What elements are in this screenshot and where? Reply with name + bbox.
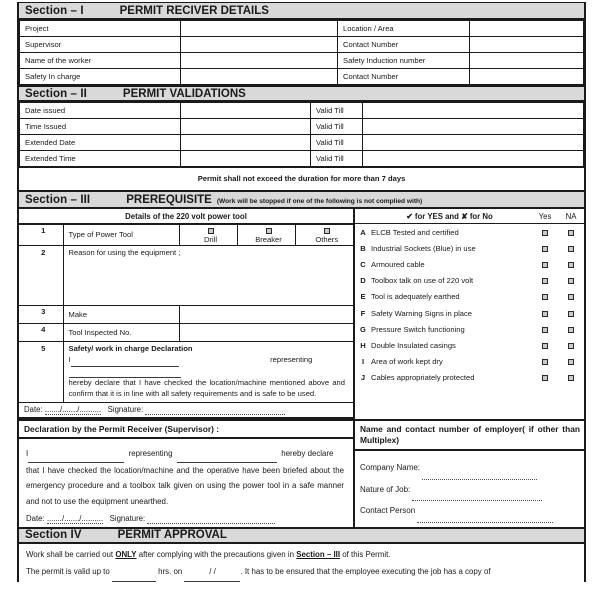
checkbox-icon[interactable]: [568, 278, 574, 284]
section-3-left-column-header: Details of the 220 volt power tool: [19, 209, 353, 224]
s2-value-valid-till-4[interactable]: [363, 151, 584, 167]
s2-label-valid-till-3: Valid Till: [311, 135, 363, 151]
checklist-key-b: B: [360, 243, 366, 253]
yes-no-legend: ✔ for YES and ✘ for No: [406, 211, 493, 221]
s1-value-safety-in-charge[interactable]: [181, 69, 338, 85]
s1-value-project[interactable]: [181, 21, 338, 37]
checklist-key-f: F: [360, 308, 366, 318]
supervisor-declaration-text: that I have checked the location/machine and the operative have been briefed about the emergency procedure and a toolbox talk given on using the power tool in a safe manner and not to use the equipment unearthed.: [26, 465, 344, 506]
employer-nature-of-job-label: Nature of Job:: [360, 484, 411, 494]
s1-label-project: Project: [20, 21, 181, 37]
checklist-yes-e[interactable]: [532, 289, 558, 305]
column-header-na: NA: [565, 211, 577, 221]
row-5-date-label: Date:: [24, 405, 43, 415]
checklist-text-e: Tool is adequately earthed: [371, 292, 460, 302]
tool-option-drill-label: Drill: [203, 234, 218, 244]
checklist-na-c[interactable]: [558, 256, 584, 272]
checklist-key-g: G: [360, 324, 366, 334]
list-item: [355, 305, 584, 321]
section-2-header: [19, 85, 584, 102]
supervisor-declaration-fill-line: [26, 446, 344, 462]
checklist-yes-g[interactable]: [532, 321, 558, 337]
s4-line2-b: hrs. on: [155, 566, 185, 576]
column-header-yes: Yes: [538, 211, 552, 221]
section-3-title: PREREQUISITE: [126, 193, 212, 206]
checklist-yes-a[interactable]: [532, 224, 558, 240]
checklist-text-g: Pressure Switch functioning: [371, 324, 465, 334]
checklist-key-c: C: [360, 259, 366, 269]
tool-option-breaker-label: Breaker: [255, 234, 282, 244]
checkbox-icon[interactable]: [542, 359, 548, 365]
section-4-header: [19, 527, 584, 544]
section-2-number: Section – II: [25, 87, 87, 100]
s4-only-emphasis: ONLY: [115, 549, 137, 559]
s1-value-contact-number-1[interactable]: [470, 37, 584, 53]
section-3-number: Section – III: [25, 193, 91, 206]
table-row: [20, 21, 584, 37]
checklist-na-j[interactable]: [558, 370, 584, 386]
s2-value-valid-till-1[interactable]: [363, 103, 584, 119]
supervisor-date-label: Date:: [26, 513, 45, 523]
row-5-signature-blank[interactable]: [145, 405, 285, 415]
s4-line1-c: of this Permit.: [340, 549, 391, 559]
checklist-text-b: Industrial Sockets (Blue) in use: [371, 243, 476, 253]
row-2-label: Reason for using the equipment ;: [68, 247, 181, 257]
supervisor-dateline: [19, 511, 353, 527]
checkbox-icon[interactable]: [568, 359, 574, 365]
checklist-na-d[interactable]: [558, 273, 584, 289]
checkbox-icon[interactable]: [568, 327, 574, 333]
tool-option-others-label: Others: [315, 234, 339, 244]
supervisor-date-blank[interactable]: ......./......./..........: [46, 513, 104, 523]
checklist-key-j: J: [360, 373, 366, 383]
row-4-label: Tool Inspected No.: [63, 323, 179, 341]
checklist-yes-j[interactable]: [532, 370, 558, 386]
row-5-title: Safety/ work in charge Declaration: [68, 343, 193, 353]
checkbox-icon[interactable]: [542, 311, 548, 317]
checklist-yes-c[interactable]: [532, 256, 558, 272]
section-3-right-panel: [355, 209, 584, 419]
checkbox-icon[interactable]: [568, 375, 574, 381]
employer-contact-person-blank[interactable]: [417, 501, 553, 522]
table-row: [19, 341, 353, 402]
s1-value-safety-induction[interactable]: [470, 53, 584, 69]
checklist-text-c: Armoured cable: [371, 259, 425, 269]
row-3-label: Make: [63, 305, 179, 323]
checklist-na-a[interactable]: [558, 224, 584, 240]
employer-nature-of-job-blank[interactable]: [412, 480, 542, 501]
supervisor-decl-mid: representing: [128, 449, 173, 459]
list-item: [355, 289, 584, 305]
checkbox-icon[interactable]: [542, 246, 548, 252]
supervisor-company-blank[interactable]: [177, 446, 277, 462]
section-1-table: [19, 20, 584, 85]
list-item: [355, 370, 584, 386]
checklist-text-d: Toolbox talk on use of 220 volt: [371, 276, 474, 286]
employer-fields: [355, 451, 584, 522]
s2-value-extended-time[interactable]: [181, 151, 311, 167]
list-item: [355, 321, 584, 337]
supervisor-signature-label: Signature:: [109, 513, 146, 523]
s4-line2-a: The permit is valid up to: [26, 566, 112, 576]
list-item: [355, 256, 584, 272]
section-1-title: PERMIT RECIVER DETAILS: [119, 4, 269, 17]
s1-value-location[interactable]: [470, 21, 584, 37]
s1-label-supervisor: Supervisor: [20, 37, 181, 53]
supervisor-signature-blank[interactable]: [147, 514, 275, 524]
employer-details-title: Name and contact number of employer( if other than Multiplex): [355, 419, 584, 451]
s4-section-ref: Section – III: [296, 549, 341, 559]
list-item: [355, 224, 584, 240]
power-tool-details-table: [19, 224, 353, 402]
table-row: [19, 245, 353, 305]
checklist-yes-b[interactable]: [532, 240, 558, 256]
checkbox-icon[interactable]: [542, 230, 548, 236]
row-5-company-blank[interactable]: [69, 367, 181, 378]
permit-form: [17, 2, 586, 582]
checkbox-icon[interactable]: [568, 311, 574, 317]
employer-company-name-label: Company Name:: [360, 463, 421, 473]
row-5-number: 5: [19, 341, 63, 402]
s2-value-valid-till-2[interactable]: [363, 119, 584, 135]
row-4-number: 4: [19, 323, 63, 341]
employer-details-panel: [355, 419, 584, 527]
checkbox-icon[interactable]: [542, 278, 548, 284]
table-row: [20, 135, 584, 151]
prerequisite-checklist: [355, 224, 584, 386]
checklist-na-b[interactable]: [558, 240, 584, 256]
supervisor-declaration-title: Declaration by the Permit Receiver (Supervisor) :: [19, 419, 353, 439]
checklist-text-a: ELCB Tested and certified: [371, 227, 459, 237]
row-2-reason-field[interactable]: [63, 245, 353, 305]
list-item: [355, 240, 584, 256]
s2-label-date-issued: Date issued: [20, 103, 181, 119]
table-row: [20, 119, 584, 135]
list-item: [355, 273, 584, 289]
checkbox-icon[interactable]: [568, 262, 574, 268]
section-2-title: PERMIT VALIDATIONS: [122, 87, 246, 100]
section-4-number: Section IV: [25, 529, 82, 542]
checklist-text-j: Cables appropriately protected: [371, 373, 475, 383]
employer-contact-person-label: Contact Person: [360, 506, 416, 516]
row-3-make-value[interactable]: [179, 305, 353, 323]
checkbox-icon[interactable]: [208, 228, 214, 234]
checklist-text-h: Double Insulated casings: [371, 340, 456, 350]
section-3-note: (Work will be stopped if one of the following is not complied with): [216, 198, 423, 205]
row-1-number: 1: [19, 225, 63, 246]
s2-value-date-issued[interactable]: [181, 103, 311, 119]
supervisor-declaration-body: [19, 439, 353, 511]
row-5-lead: I: [68, 355, 71, 365]
table-row: [19, 225, 353, 246]
checklist-key-e: E: [360, 292, 366, 302]
s1-label-worker-name: Name of the worker: [20, 53, 181, 69]
supervisor-decl-tail: hereby declare: [281, 449, 334, 459]
supervisor-name-blank[interactable]: [28, 446, 124, 462]
s1-value-supervisor[interactable]: [181, 37, 338, 53]
table-row: [20, 103, 584, 119]
s1-value-worker-name[interactable]: [181, 53, 338, 69]
employer-nature-of-job-field[interactable]: [360, 480, 578, 501]
s1-label-safety-in-charge: Safety In charge: [20, 69, 181, 85]
row-5-text: hereby declare that I have checked the location/machine mentioned above and confirm that it is in line with all safety requirements and is safe to be used.: [68, 378, 345, 398]
section-3-header: [19, 192, 584, 209]
table-row: [20, 69, 584, 85]
checkbox-icon[interactable]: [542, 262, 548, 268]
checklist-yes-f[interactable]: [532, 305, 558, 321]
row-5-date-blank[interactable]: ......./......./..........: [44, 405, 102, 415]
s1-label-contact-number-1: Contact Number: [338, 37, 470, 53]
checkbox-icon[interactable]: [568, 246, 574, 252]
s1-value-contact-number-2[interactable]: [470, 69, 584, 85]
s2-label-time-issued: Time Issued: [20, 119, 181, 135]
checklist-text-f: Safety Warning Signs in place: [371, 308, 473, 318]
s2-label-extended-time: Extended Time: [20, 151, 181, 167]
s1-label-safety-induction: Safety Induction number: [338, 53, 470, 69]
checkbox-icon[interactable]: [542, 327, 548, 333]
s4-line2-c: . It has to be ensured that the employee executing the job has a copy of: [240, 566, 491, 576]
s2-label-valid-till-2: Valid Till: [311, 119, 363, 135]
table-row: [19, 323, 353, 341]
section-1-header: [19, 3, 584, 20]
checkbox-icon[interactable]: [568, 343, 574, 349]
s2-label-valid-till-1: Valid Till: [311, 103, 363, 119]
row-5-declaration: [63, 341, 353, 402]
checklist-text-i: Area of work kept dry: [371, 357, 443, 367]
table-row: [20, 151, 584, 167]
checklist-key-a: A: [360, 227, 366, 237]
checklist-key-i: I: [361, 357, 365, 367]
checkbox-icon[interactable]: [542, 294, 548, 300]
checkbox-icon[interactable]: [568, 294, 574, 300]
row-3-number: 3: [19, 305, 63, 323]
checklist-yes-d[interactable]: [532, 273, 558, 289]
s2-value-time-issued[interactable]: [181, 119, 311, 135]
tool-option-others[interactable]: [295, 225, 353, 246]
permit-duration-note: Permit shall not exceed the duration for more than 7 days: [19, 167, 584, 192]
declaration-band: [19, 419, 584, 527]
checkbox-icon[interactable]: [324, 228, 330, 234]
checkbox-icon[interactable]: [542, 375, 548, 381]
employer-company-name-field[interactable]: [360, 458, 578, 479]
checklist-key-d: D: [360, 276, 366, 286]
section-1-number: Section – I: [25, 4, 84, 17]
section-3-left-panel: [19, 209, 355, 419]
checklist-na-h[interactable]: [558, 337, 584, 353]
section-4-body: [19, 544, 584, 582]
checklist-na-f[interactable]: [558, 305, 584, 321]
s4-hours-blank[interactable]: [112, 564, 156, 582]
row-4-tool-inspected-value[interactable]: [179, 323, 353, 341]
row-2-number: 2: [19, 245, 63, 305]
employer-company-name-blank[interactable]: [422, 458, 537, 479]
table-row: [19, 305, 353, 323]
s2-label-extended-date: Extended Date: [20, 135, 181, 151]
checklist-key-h: H: [360, 340, 366, 350]
supervisor-decl-lead: I: [26, 449, 29, 459]
list-item: [355, 354, 584, 370]
s1-label-contact-number-2: Contact Number: [338, 69, 470, 85]
table-row: [20, 37, 584, 53]
s4-line1-a: Work shall be carried out: [26, 549, 116, 559]
checklist-yes-i[interactable]: [532, 354, 558, 370]
s4-date-blank[interactable]: / /: [184, 564, 240, 582]
checklist-na-g[interactable]: [558, 321, 584, 337]
checkbox-icon[interactable]: [542, 343, 548, 349]
row-5-mid: representing: [270, 355, 313, 365]
list-item: [355, 337, 584, 353]
s4-line1-b: after complying with the precautions given in: [136, 549, 297, 559]
section-2-table: [19, 102, 584, 167]
s2-label-valid-till-4: Valid Till: [311, 151, 363, 167]
s2-value-valid-till-3[interactable]: [363, 135, 584, 151]
row-5-dateline: [19, 402, 353, 419]
s1-label-location: Location / Area: [338, 21, 470, 37]
row-5-fill-line: [69, 355, 346, 378]
employer-contact-person-field[interactable]: [360, 501, 578, 522]
s2-value-extended-date[interactable]: [181, 135, 311, 151]
row-1-label: Type of Power Tool: [63, 225, 179, 246]
section-4-title: PERMIT APPROVAL: [117, 529, 227, 542]
supervisor-declaration-panel: [19, 419, 355, 527]
tool-option-drill[interactable]: [179, 225, 237, 246]
row-5-signature-label: Signature:: [107, 405, 144, 415]
section-3-right-column-header: [355, 209, 584, 224]
tool-option-breaker[interactable]: [237, 225, 295, 246]
section-4-line-2: [26, 564, 578, 582]
row-5-name-blank[interactable]: [68, 355, 179, 366]
checkbox-icon[interactable]: [266, 228, 272, 234]
section-4-line-1: [26, 547, 578, 564]
section-3-body: [19, 209, 584, 419]
table-row: [20, 53, 584, 69]
checkbox-icon[interactable]: [568, 230, 574, 236]
checklist-na-i[interactable]: [558, 354, 584, 370]
checklist-na-e[interactable]: [558, 289, 584, 305]
checklist-yes-h[interactable]: [532, 337, 558, 353]
